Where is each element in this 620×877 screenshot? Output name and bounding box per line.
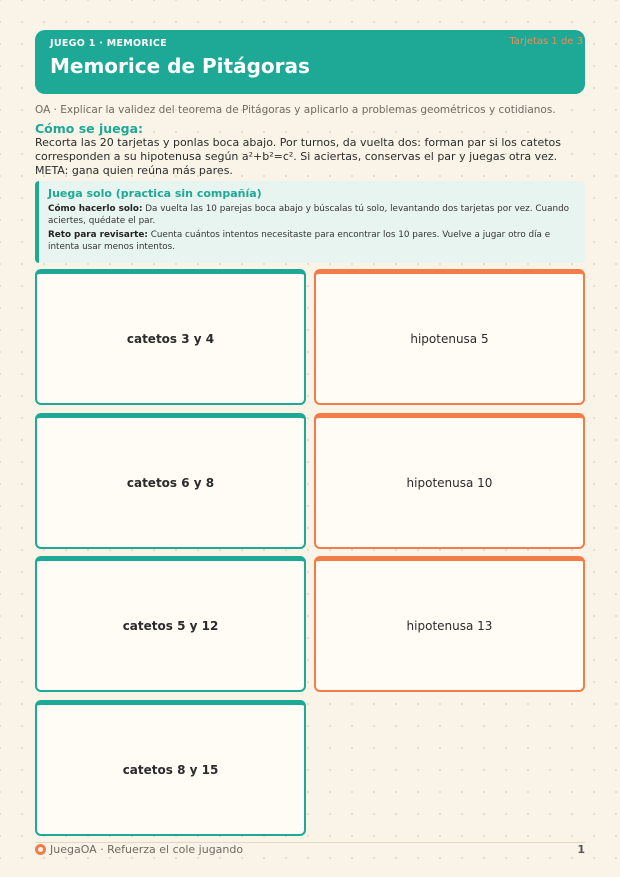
card-label: hipotenusa 13	[406, 618, 493, 633]
solo-how-line	[48, 204, 575, 227]
page-number: 1	[577, 843, 585, 856]
solo-challenge-label: Reto para revisarte:	[48, 230, 148, 240]
solo-how-text: Da vuelta las 10 parejas boca abajo y búscalas tú solo, levantando dos tarjetas por vez. Cuando aciertes, quédate el par.	[48, 204, 570, 226]
solo-title: Juega solo (practica sin compañía)	[48, 187, 262, 200]
card-leg-3-4	[35, 269, 306, 405]
brand-logo-icon	[35, 844, 46, 855]
page-footer	[35, 842, 585, 861]
card-hypotenuse-10	[314, 413, 585, 549]
learning-objective: OA · Explicar la validez del teorema de Pitágoras y aplicarlo a problemas geométricos y cotidianos.	[35, 104, 556, 116]
solo-challenge-text: Cuenta cuántos intentos necesitaste para encontrar los 10 pares. Vuelve a jugar otro día e intenta usar menos intentos.	[48, 230, 551, 252]
rules-text: Recorta las 20 tarjetas y ponlas boca abajo. Por turnos, da vuelta dos: forman par si los catetos corresponden a su hipotenusa según a²+b²=c². Si aciertas, conservas el par y juegas otra vez. META: gana quien reúna más pares.	[35, 136, 562, 177]
card-leg-8-15	[35, 700, 306, 836]
brand-text: JuegaOA · Refuerza el cole jugando	[50, 843, 244, 856]
card-label: hipotenusa 10	[406, 475, 493, 490]
card-label: catetos 5 y 12	[122, 618, 219, 633]
card-label: catetos 6 y 8	[126, 475, 215, 490]
card-hypotenuse-5	[314, 269, 585, 405]
card-leg-5-12	[35, 556, 306, 692]
card-label: hipotenusa 5	[410, 331, 489, 346]
title-banner	[35, 30, 585, 94]
solo-how-label: Cómo hacerlo solo:	[48, 204, 143, 214]
game-kicker: JUEGO 1 · MEMORICE	[50, 38, 167, 49]
solo-challenge-line	[48, 230, 575, 253]
solo-play-box	[35, 181, 585, 263]
card-leg-6-8	[35, 413, 306, 549]
card-label: catetos 8 y 15	[122, 762, 219, 777]
page-tag: Tarjetas 1 de 3	[509, 36, 583, 47]
card-label: catetos 3 y 4	[126, 331, 215, 346]
page-title: Memorice de Pitágoras	[50, 54, 310, 78]
card-hypotenuse-13	[314, 556, 585, 692]
how-to-heading: Cómo se juega:	[35, 121, 144, 136]
